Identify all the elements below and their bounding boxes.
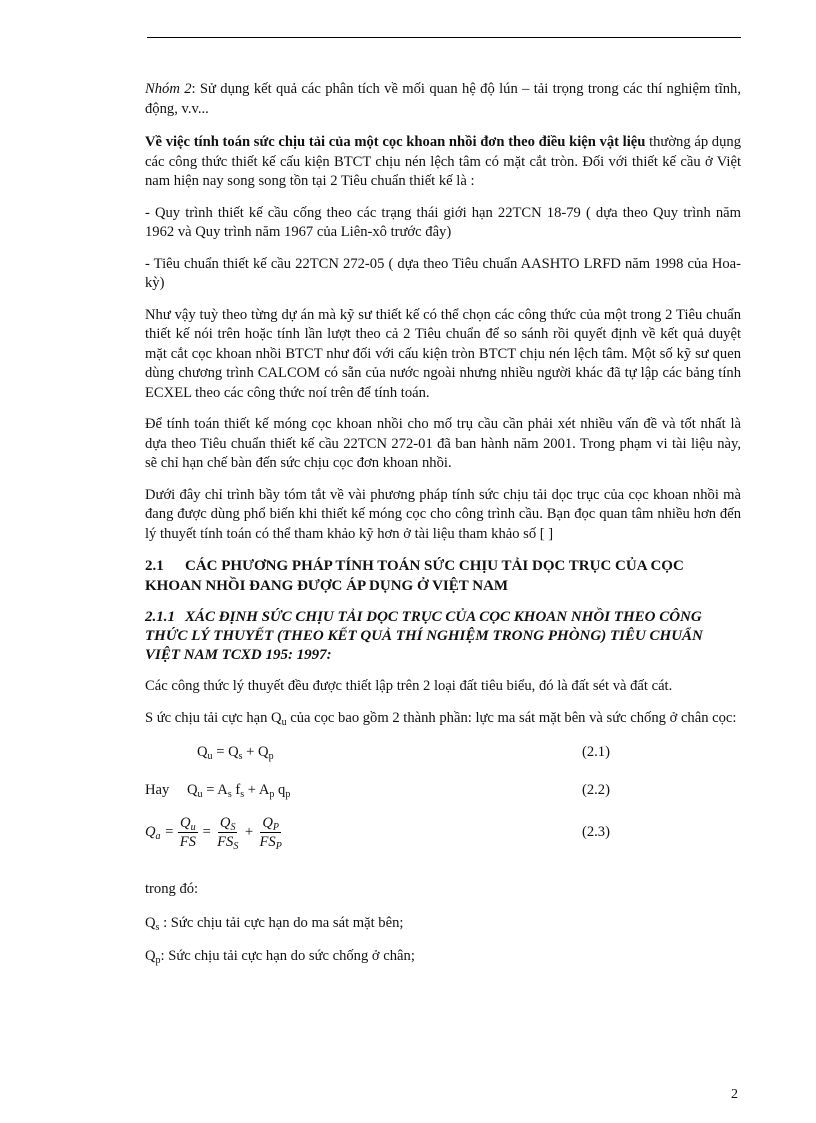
equation-number: (2.2) — [582, 782, 610, 798]
equation-2-3 — [145, 814, 741, 864]
equation-number: (2.3) — [582, 824, 610, 840]
paragraph-group-2: Nhóm 2: Sử dụng kết quả các phân tích về mối quan hệ độ lún – tải trọng trong các thí nghiệm tĩnh, động, v.v... — [145, 81, 741, 117]
equation-number: (2.1) — [582, 744, 610, 760]
equation-2-2-formula: $Q_u = A_s$ $f_s + A_p$ $q_p$ — [187, 782, 291, 800]
paragraph-design-choice: Như vậy tuỳ theo từng dự án mà kỹ sư thiết kế có thể chọn các công thức của một trong 2 Tiêu chuẩn thiết kế nói trên hoặc tính lần lượt theo cả 2 Tiêu chuẩn để so sánh rồi quyết định về kết quả duyệt mặt cắt cọc khoan nhồi BTCT như đối với cấu kiện tròn BTCT chịu nén lệch tâm. Một số kỹ sư quen dùng chương trình CALCOM có sẵn của nước ngoài nhưng nhiều người khác đã tự lập các bảng tính ECXEL theo các công thức noí trên để tính toán. — [145, 306, 741, 401]
bold-lead-text: Về việc tính toán sức chịu tải của một cọc khoan nhồi đơn theo điều kiện vật liệu — [145, 134, 646, 150]
paragraph-foundation-design: Để tính toán thiết kế móng cọc khoan nhồi cho mố trụ cầu cần phải xét nhiều vấn đề và tốt nhất là dựa theo Tiêu chuẩn thiết kế cầu 22TCN 272-01 đã ban hành năm 2001. Trong phạm vi tài liệu này, sẽ chỉ hạn chế bàn đến sức chịu cọc đơn khoan nhồi. — [145, 416, 741, 471]
header-rule — [147, 37, 741, 38]
equation-2-1 — [145, 742, 741, 762]
definition-qp: $Q_p$: Sức chịu tải cực hạn do sức chống ở chân; — [145, 948, 415, 966]
paragraph-where: trong đó: — [145, 881, 199, 897]
section-heading-2-1-1: 2.1.1 XÁC ĐỊNH SỨC CHỊU TẢI DỌC TRỤC CỦA CỌC KHOAN NHỒI THEO CÔNG THỨC LÝ THUYẾT (THEO KẾT QUẢ THÍ NGHIỆM TRONG PHÒNG) TIÊU CHUẨN VIỆT NAM TCXD 195: 1997: — [145, 609, 703, 663]
group-label: Nhóm 2 — [145, 81, 192, 97]
page-number: 2 — [731, 1087, 738, 1102]
equation-prefix: Hay — [145, 782, 170, 798]
document-body — [145, 80, 741, 967]
paragraph-material-capacity: Về việc tính toán sức chịu tải của một cọc khoan nhồi đơn theo điều kiện vật liệu thường áp dụng các công thức thiết kế cấu kiện BTCT chịu nén lệch tâm có mặt cắt tròn. Đối với thiết kế cầu ở Việt nam hiện nay song song tồn tại 2 Tiêu chuẩn thiết kế là : — [145, 134, 741, 189]
section-heading-2-1: 2.1 CÁC PHƯƠNG PHÁP TÍNH TOÁN SỨC CHỊU TẢI DỌC TRỤC CỦA CỌC KHOAN NHỒI ĐANG ĐƯỢC ÁP DỤNG Ở VIỆT NAM — [145, 558, 684, 594]
paragraph-ultimate-capacity: S ức chịu tải cực hạn $Q_u$ của cọc bao gồm 2 thành phần: lực ma sát mặt bên và sức chống ở chân cọc: — [145, 709, 737, 728]
bullet-22tcn-272-05: - Tiêu chuẩn thiết kế cầu 22TCN 272-05 ( dựa theo Tiêu chuẩn AASHTO LRFD năm 1998 của Hoa-kỳ) — [145, 255, 741, 291]
bullet-22tcn-18-79: - Quy trình thiết kế cầu cống theo các trạng thái giới hạn 22TCN 18-79 ( dựa theo Quy trình năm 1962 và Quy trình năm 1967 của Liên-xô trước đây) — [145, 204, 741, 240]
definition-qs: $Q_s$ : Sức chịu tải cực hạn do ma sát mặt bên; — [145, 914, 404, 933]
equation-2-2 — [145, 780, 741, 800]
paragraph-soil-types: Các công thức lý thuyết đều được thiết lập trên 2 loại đất tiêu biểu, đó là đất sét và đất cát. — [145, 678, 673, 694]
equation-2-1-formula: $Q_u = Q_s + Q_p$ — [197, 744, 274, 762]
equation-2-3-formula: $Q_a$ = $\frac{Q_u}{FS}$ = $\frac{Q_S}{FS_S}$ + $\frac{Q_P}{FS_P}$ — [145, 815, 282, 852]
paragraph-summary-methods: Dưới đây chỉ trình bầy tóm tắt về vài phương pháp tính sức chịu tải dọc trục của cọc khoan nhồi mà đang được dùng phổ biến khi thiết kế móng cọc cho công trình cầu. Bạn đọc quan tâm nhiều hơn đến lý thuyết tính toán có thể tham khảo kỹ hơn ở tài liệu tham khảo số [ ] — [145, 486, 741, 542]
